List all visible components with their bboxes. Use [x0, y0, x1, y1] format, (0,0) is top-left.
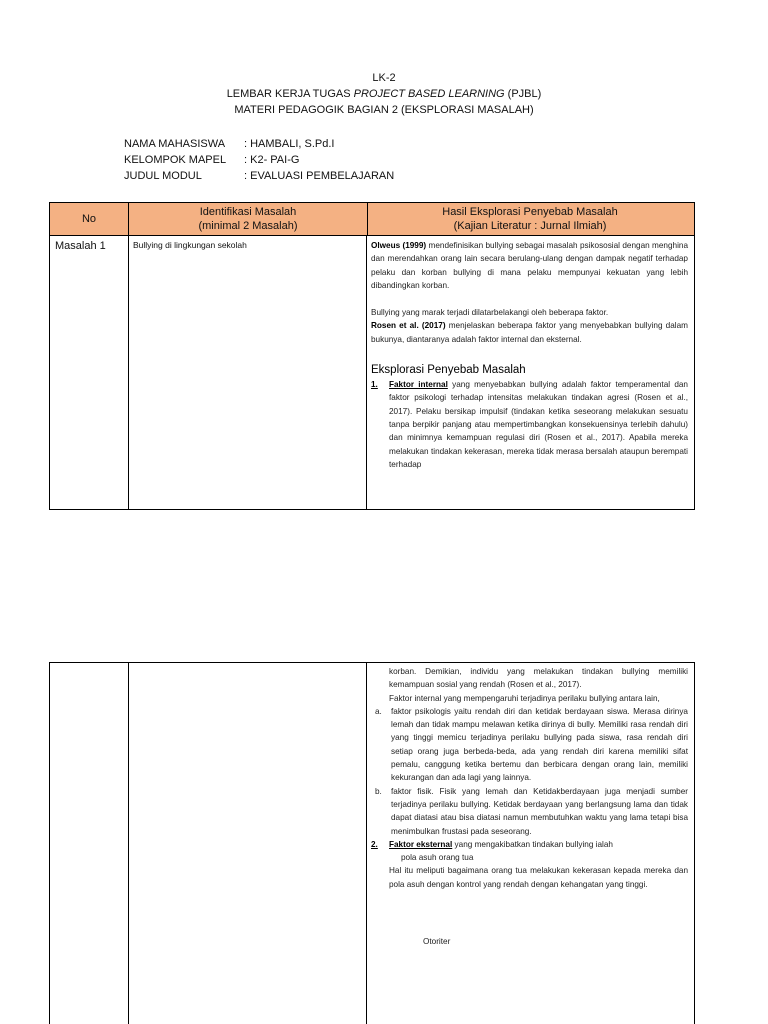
meta-value: : K2- PAI-G	[244, 154, 300, 166]
meta-module-row	[124, 169, 394, 184]
column-identification	[128, 663, 367, 1024]
list-item-external	[371, 838, 688, 851]
list-number: 2.	[371, 839, 378, 849]
paragraph-text: mendefinisikan bullying sebagai masalah psikososial dengan menghina dan merendahkan orang lain secara berulang-ulang dengan dampak negatif terhadap pelaku dan korban bullying di mana pelaku mempunyai kekuatan yang lebih dibandingkan korban.	[371, 241, 689, 290]
paragraph-otoriter: Otoriter	[423, 937, 451, 947]
header-id-line1: Identifikasi Masalah	[199, 206, 297, 218]
list-item-internal	[371, 378, 688, 471]
header-res-line1: Hasil Eksplorasi Penyebab Masalah	[442, 206, 618, 218]
header-id-line2: (minimal 2 Masalah)	[198, 220, 298, 232]
paragraph-rosen	[371, 319, 688, 346]
paragraph-hal: Hal itu meliputi bagaimana orang tua melakukan kekerasan kepada mereka dan pola asuh dengan kontrol yang rendah dengan kehangatan yang tinggi.	[389, 866, 688, 889]
paragraph-parenting: pola asuh orang tua	[401, 853, 474, 863]
worksheet-table-page-2	[49, 662, 695, 1024]
title-suffix: (PJBL)	[504, 88, 542, 100]
list-term: Faktor eksternal	[389, 839, 453, 849]
list-text: faktor psikologis yaitu rendah diri dan ketidak berdayaan siswa. Merasa dirinya lemah dan tidak mampu melawan ketika dirinya di bully. Memiliki rasa rendah diri yang tinggi memicu terjadinya perilaku bullying pada siswa, rasa rendah diri setiap orang juga berbeda-beda, ada yang rendah diri karena memiliki sifat pemalu, canggung ketika bertemu dan berbicara dengan orang lain, memiliki kekurangan dan ada lagi yang lainnya.	[391, 706, 688, 783]
header-identification	[128, 203, 368, 235]
section-heading: Eksplorasi Penyebab Masalah	[371, 364, 526, 377]
list-body: yang menyebabkan bullying adalah faktor temperamental dan faktor psikologi terhadap intensitas melakukan tindakan agresi (Rosen et al., 2017). Pelaku bersikap impulsif (tindakan ketika seseorang melakukan sesuatu tanpa berpikir panjang atau mempertimbangkan konsekuensinya terlebih dahulu) dan minimnya kemampuan regulasi diri (Rosen et al., 2017). Apabila mereka melakukan tindakan kekerasan, mereka tidak merasa bersalah ataupun berempati terhadap	[389, 380, 688, 469]
list-letter: b.	[375, 786, 382, 796]
problem-identification: Bullying di lingkungan sekolah	[133, 240, 247, 250]
list-body: yang mengakibatkan tindakan bullying ialah	[452, 839, 613, 849]
paragraph-continued: korban. Demikian, individu yang melakukan tindakan bullying memiliki kemampuan sosial yang rendah (Rosen et al., 2017).	[389, 667, 688, 690]
column-no	[50, 663, 129, 1024]
row-number: Masalah 1	[55, 240, 106, 252]
document-title	[0, 87, 768, 102]
table-header-row	[50, 203, 694, 236]
title-italic: PROJECT BASED LEARNING	[353, 88, 505, 100]
list-item-a	[371, 705, 688, 785]
citation: Olweus (1999)	[371, 241, 427, 250]
result-content-page-2	[371, 665, 688, 948]
meta-group-row	[124, 153, 299, 168]
header-res-line2: (Kajian Literatur : Jurnal Ilmiah)	[453, 220, 607, 232]
list-letter: a.	[375, 706, 382, 716]
meta-label: KELOMPOK MAPEL	[124, 154, 227, 166]
list-text	[389, 838, 613, 851]
list-text	[389, 378, 688, 471]
meta-label: JUDUL MODUL	[124, 170, 202, 182]
document-code: LK-2	[372, 72, 396, 84]
paragraph-intro: Faktor internal yang mempengaruhi terjadinya perilaku bullying antara lain,	[389, 693, 660, 703]
meta-label: NAMA MAHASISWA	[124, 138, 226, 150]
list-text: faktor fisik. Fisik yang lemah dan Ketidakberdayaan juga menjadi sumber terjadinya perilaku bullying. Ketidak berdayaan yang berlangsung lama dan tidak dapat diatasi atau bisa diatasi namun membutuhkan waktu yang lama tetapi bisa menimbulkan frustasi pada seseorang.	[391, 786, 688, 836]
meta-value: : HAMBALI, S.Pd.I	[244, 138, 335, 150]
header-no-label: No	[81, 213, 97, 225]
meta-name-row	[124, 137, 334, 152]
title-prefix: LEMBAR KERJA TUGAS	[226, 88, 354, 100]
list-item-b	[371, 785, 688, 838]
list-number: 1.	[371, 380, 378, 390]
paragraph-text: menjelaskan beberapa faktor yang menyebabkan bullying dalam bukunya, diantaranya adalah faktor internal dan eksternal.	[371, 321, 688, 344]
header-result	[366, 203, 694, 235]
paragraph-factors: Bullying yang marak terjadi dilatarbelakangi oleh beberapa faktor.	[371, 308, 609, 318]
citation: Rosen et al. (2017)	[371, 321, 446, 331]
result-content-page-1	[371, 239, 688, 471]
worksheet-table-page-1	[49, 202, 695, 510]
list-term: Faktor internal	[389, 380, 448, 390]
header-no	[50, 203, 128, 235]
paragraph-olweus	[371, 239, 688, 292]
document-subtitle: MATERI PEDAGOGIK BAGIAN 2 (EKSPLORASI MASALAH)	[234, 104, 534, 116]
meta-value: : EVALUASI PEMBELAJARAN	[244, 170, 395, 182]
